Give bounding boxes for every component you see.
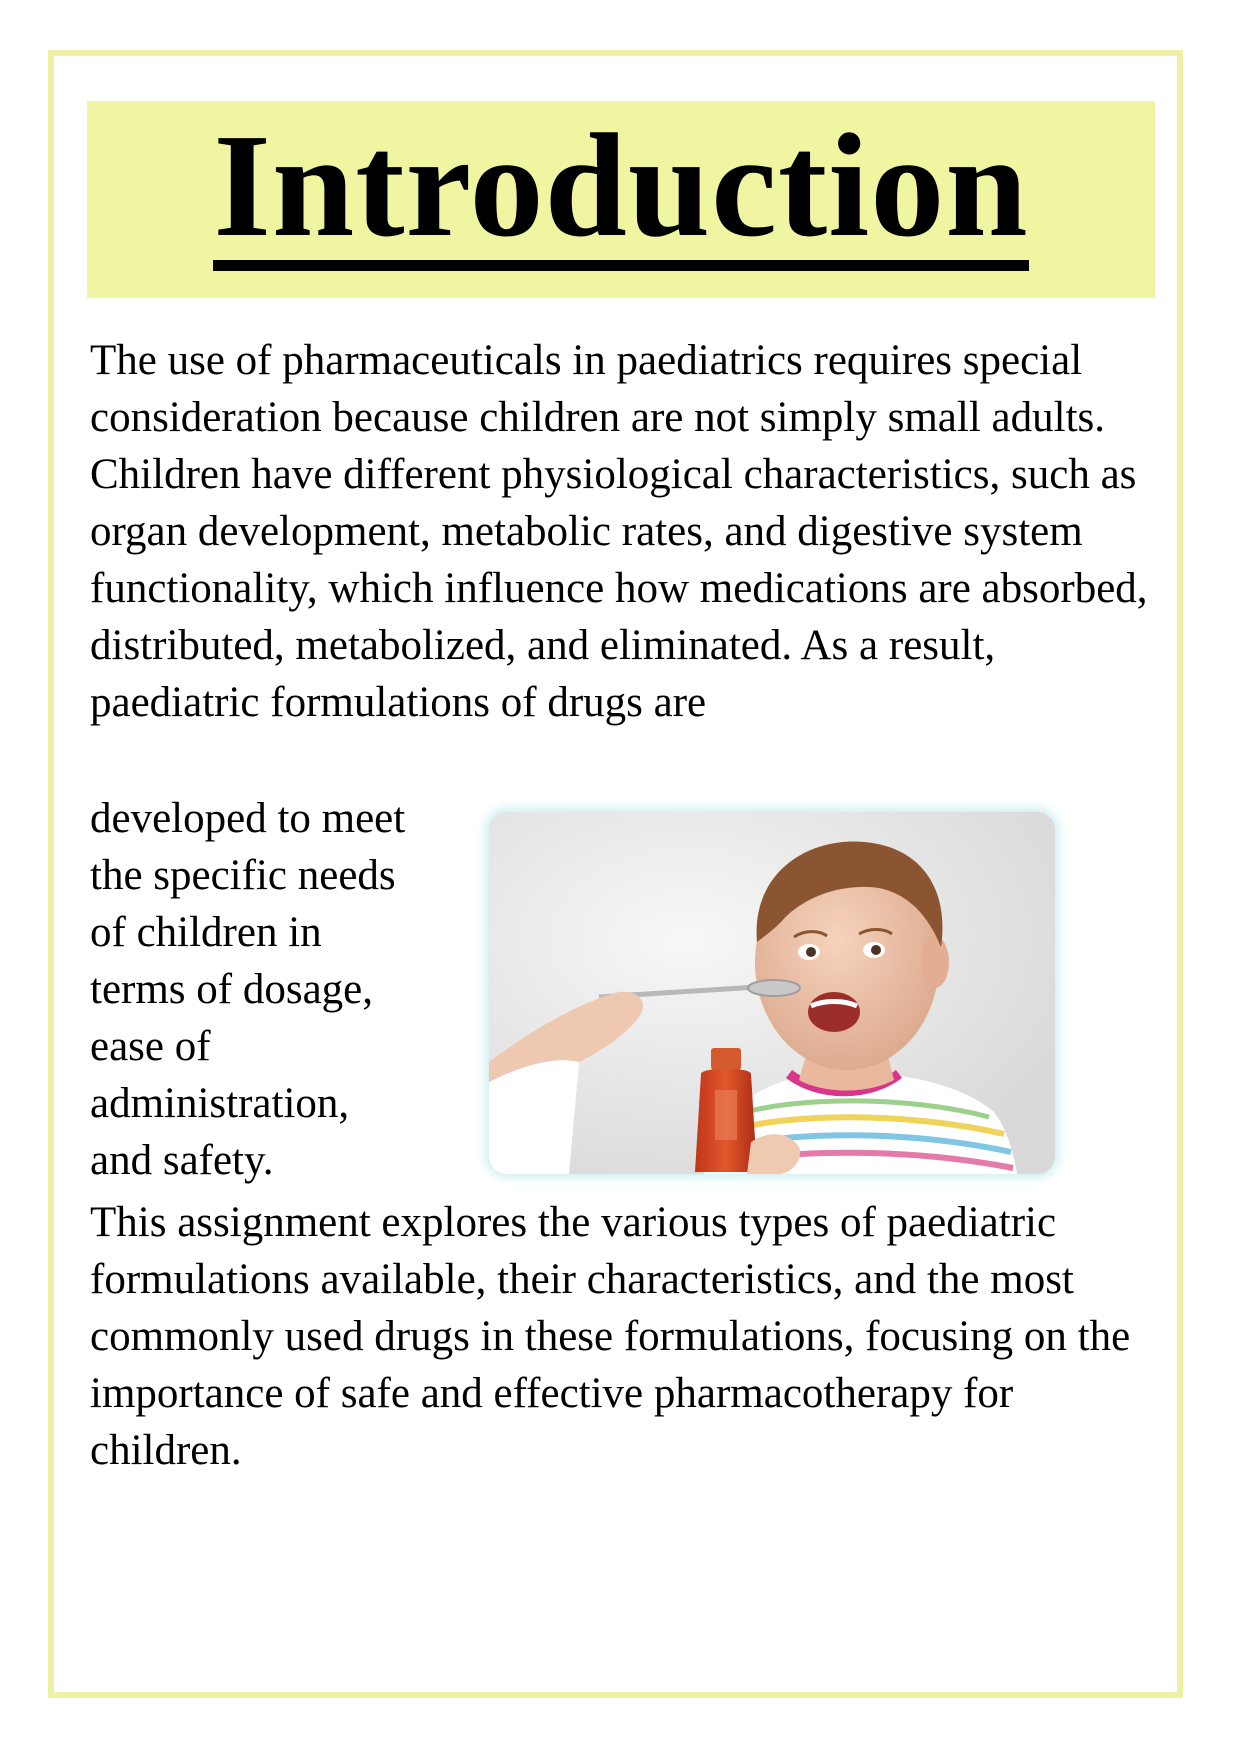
child-medicine-photo (489, 812, 1055, 1174)
title-banner (87, 101, 1155, 298)
intro-wrapped-text (90, 790, 490, 1189)
wrap-line: the specific needs (90, 852, 396, 899)
wrap-line: terms of dosage, (90, 966, 374, 1013)
wrap-line: administration, (90, 1080, 350, 1127)
wrap-line: of children in (90, 909, 322, 956)
wrap-line: and safety. (90, 1137, 274, 1184)
intro-paragraph-2: This assignment explores the various types of paediatric formulations available, their characteristics, and the most commonly used drugs in these formulations, focusing on the importance of safe and effective pharmacotherapy for children. (90, 1199, 1131, 1474)
wrap-line: developed to meet (90, 795, 406, 842)
page-title: Introduction (213, 121, 1028, 271)
wrap-line: ease of (90, 1023, 211, 1070)
intro-paragraph-1: The use of pharmaceuticals in paediatrics requires special consideration because children are not simply small adults. Children have different physiological characteristics, such as organ development, metabolic rates, and digestive system functionality, which influence how medications are absorbed, distributed, metabolized, and eliminated. As a result, paediatric formulations of drugs are (90, 337, 1148, 726)
